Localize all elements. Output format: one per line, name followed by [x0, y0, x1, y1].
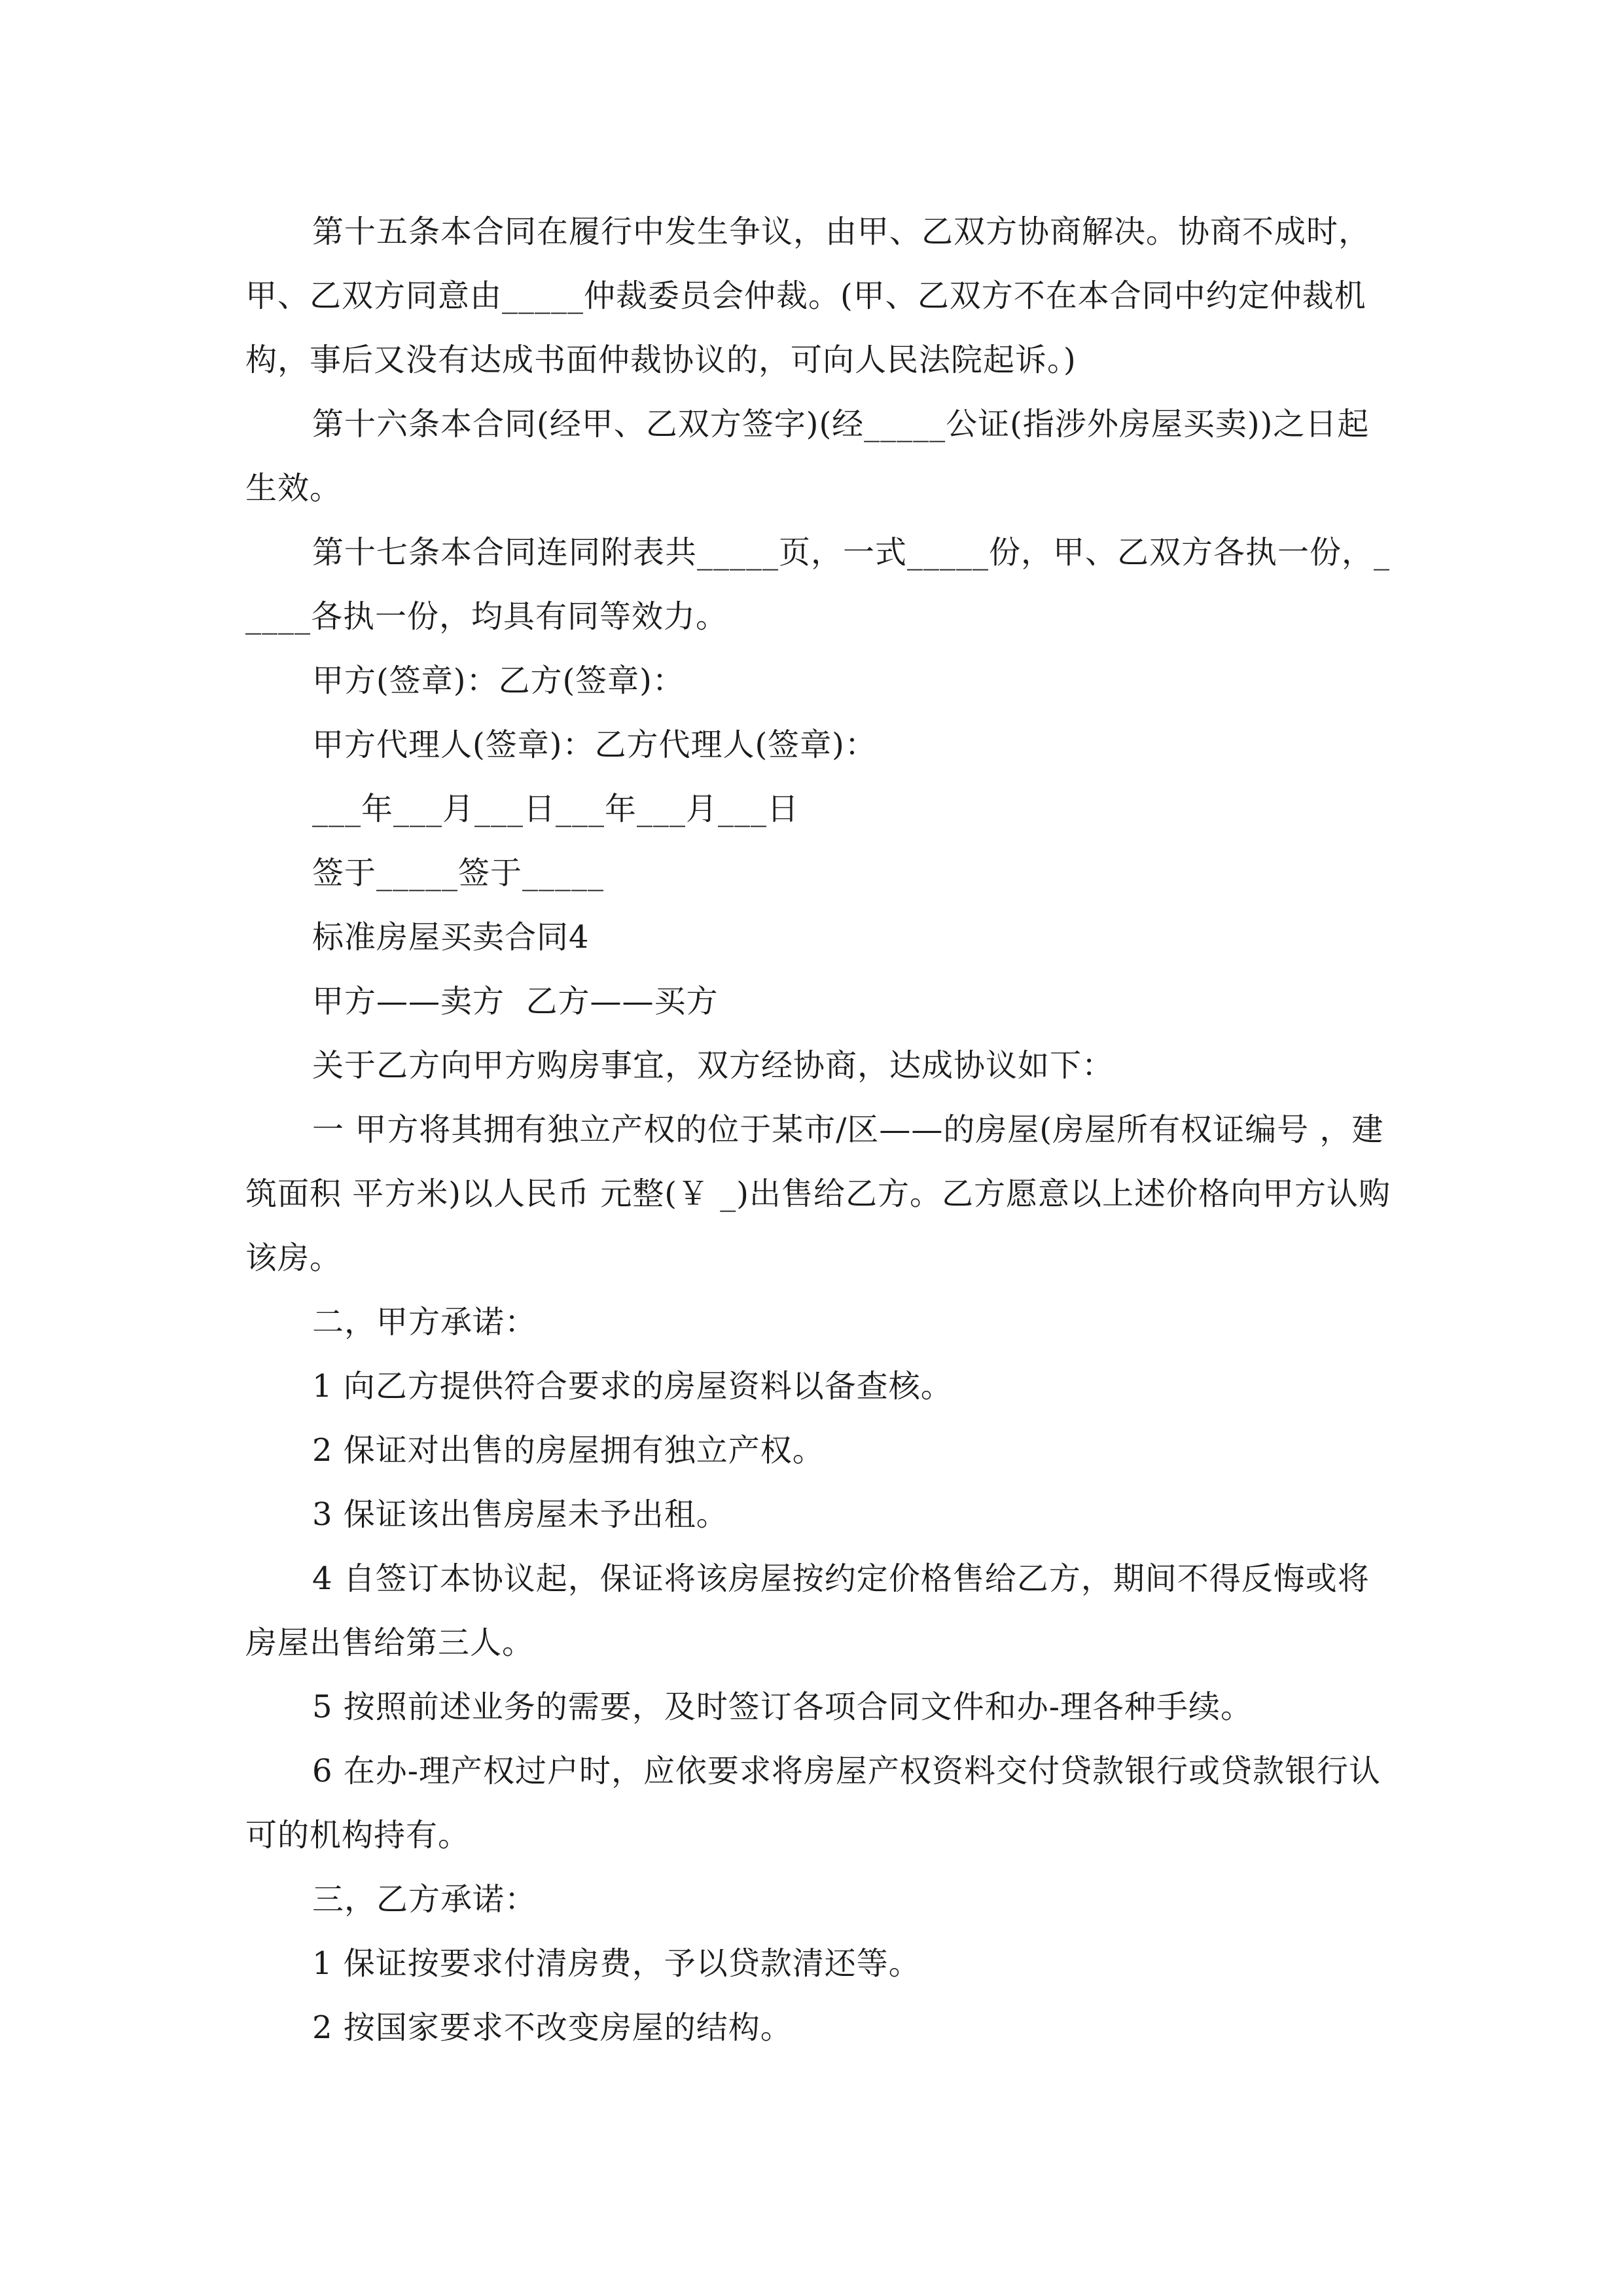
- signature-parties: 甲方(签章)：乙方(签章)：: [312, 662, 685, 699]
- document-body: [245, 200, 1391, 2060]
- signature-places: 签于_____签于_____: [312, 855, 605, 891]
- seller-promise-4: 4 自签订本协议起，保证将该房屋按约定价格售给乙方，期间不得反悔或将房屋出售给第三人。: [245, 1560, 1370, 1661]
- seller-promise-3: 3 保证该出售房屋未予出租。: [312, 1496, 728, 1533]
- clause-15-dispute: 第十五条本合同在履行中发生争议，由甲、乙双方协商解决。协商不成时，甲、乙双方同意由_____仲裁委员会仲裁。(甲、乙双方不在本合同中约定仲裁机构，事后又没有达成书面仲裁协议的，可向人民法院起诉。): [245, 213, 1371, 378]
- seller-promise-2: 2 保证对出售的房屋拥有独立产权。: [312, 1432, 825, 1469]
- signature-agents: 甲方代理人(签章)：乙方代理人(签章)：: [312, 726, 877, 763]
- signature-dates: ___年___月___日___年___月___日: [312, 791, 800, 827]
- section-2-heading: 二，甲方承诺：: [312, 1304, 537, 1340]
- contract-4-title: 标准房屋买卖合同4: [312, 919, 590, 956]
- parties-line: 甲方——卖方 乙方——买方: [312, 983, 719, 1020]
- seller-promise-5: 5 按照前述业务的需要，及时签订各项合同文件和办-理各种手续。: [312, 1689, 1253, 1725]
- section-1-sale: 一 甲方将其拥有独立产权的位于某市/区——的房屋(房屋所有权证编号 ，建筑面积 平方米)以人民币 元整(￥ _)出售给乙方。乙方愿意以上述价格向甲方认购该房。: [245, 1111, 1391, 1276]
- buyer-promise-1: 1 保证按要求付清房费，予以贷款清还等。: [312, 1945, 921, 1982]
- preamble: 关于乙方向甲方购房事宜，双方经协商，达成协议如下：: [312, 1047, 1115, 1084]
- buyer-promise-2: 2 按国家要求不改变房屋的结构。: [312, 2009, 793, 2046]
- section-3-heading: 三，乙方承诺：: [312, 1881, 537, 1918]
- clause-16-effect: 第十六条本合同(经甲、乙双方签字)(经_____公证(指涉外房屋买卖))之日起生效。: [245, 406, 1370, 507]
- seller-promise-6: 6 在办-理产权过户时，应依要求将房屋产权资料交付贷款银行或贷款银行认可的机构持有。: [245, 1753, 1382, 1854]
- clause-17-copies: 第十七条本合同连同附表共_____页，一式_____份，甲、乙双方各执一份，_____各执一份，均具有同等效力。: [245, 534, 1391, 635]
- seller-promise-1: 1 向乙方提供符合要求的房屋资料以备查核。: [312, 1368, 953, 1405]
